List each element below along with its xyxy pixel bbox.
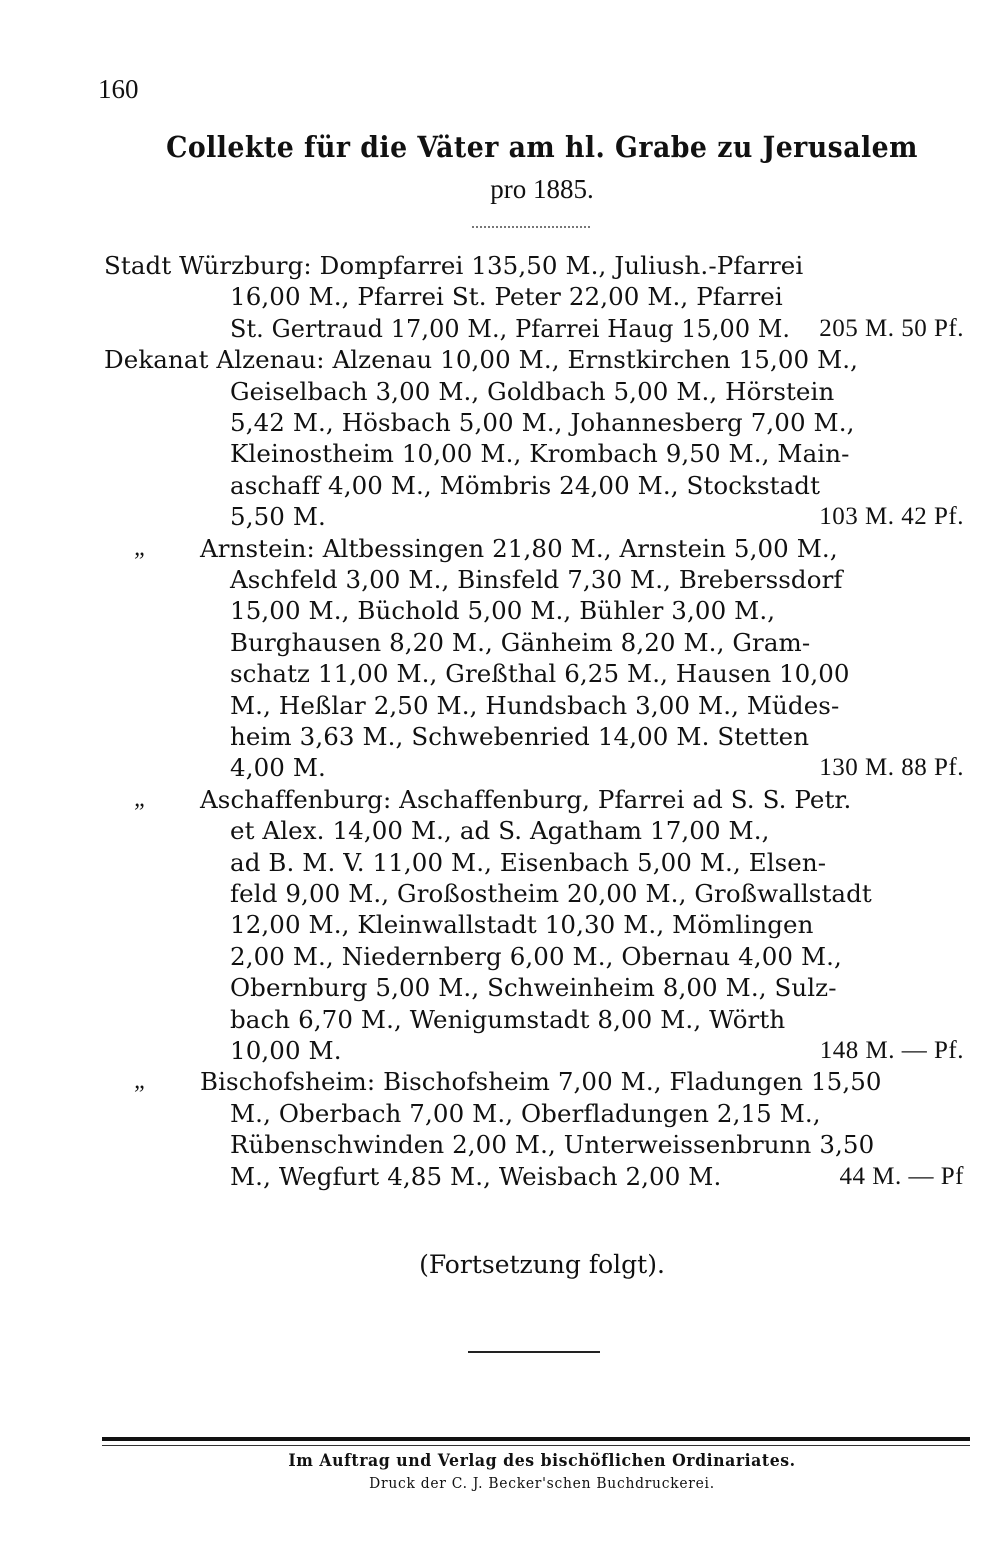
entry-text-line: Kleinostheim 10,00 M., Krombach 9,50 M., Main-	[230, 439, 850, 469]
entry-text-line: 12,00 M., Kleinwallstadt 10,30 M., Mömlingen	[230, 910, 814, 940]
entry-text-line: M., Heßlar 2,50 M., Hundsbach 3,00 M., Müdes-	[230, 690, 840, 720]
entry-total: 130 M. 88 Pf.	[819, 754, 964, 782]
footer-rule-thick	[102, 1437, 970, 1441]
continuation-note: (Fortsetzung folgt).	[419, 1250, 665, 1279]
page-subtitle: pro 1885.	[490, 174, 594, 204]
entry-text-line: 5,42 M., Hösbach 5,00 M., Johannesberg 7,00 M.,	[230, 408, 855, 437]
entry-text-line: feld 9,00 M., Großostheim 20,00 M., Großwallstadt	[230, 879, 872, 908]
entry-total: 44 M. — Pf	[839, 1162, 964, 1190]
entry-text-line: Dekanat Alzenau: Alzenau 10,00 M., Ernstkirchen 15,00 M.,	[104, 345, 859, 375]
entry-text-line: 4,00 M.	[230, 753, 326, 783]
footer-rule-thin	[102, 1445, 970, 1446]
entry-text-line: heim 3,63 M., Schwebenried 14,00 M. Stetten	[230, 722, 810, 751]
publisher-note: Im Auftrag und Verlag des bischöflichen Ordinariates.	[288, 1451, 796, 1471]
page-title: Collekte für die Väter am hl. Grabe zu Jerusalem	[166, 130, 918, 164]
entry-text-line: Geiselbach 3,00 M., Goldbach 5,00 M., Hörstein	[230, 376, 835, 406]
ditto-mark: „	[134, 1068, 148, 1095]
entry-total: 205 M. 50 Pf.	[819, 314, 964, 342]
entry-text-line: 5,50 M.	[230, 502, 326, 532]
page-number: 160	[98, 74, 139, 104]
entry-text-line: Obernburg 5,00 M., Schweinheim 8,00 M., Sulz-	[230, 973, 837, 1003]
entry-text-line: St. Gertraud 17,00 M., Pfarrei Haug 15,00 M.	[230, 313, 791, 343]
entry-text-line: M., Wegfurt 4,85 M., Weisbach 2,00 M.	[230, 1161, 722, 1191]
entry-total: 148 M. — Pf.	[819, 1037, 964, 1064]
entry-text-line: Bischofsheim: Bischofsheim 7,00 M., Fladungen 15,50	[200, 1067, 882, 1097]
decorative-divider	[472, 226, 590, 228]
entry-text-line: Aschaffenburg: Aschaffenburg, Pfarrei ad S. S. Petr.	[200, 784, 852, 814]
section-divider	[468, 1351, 600, 1353]
entry-text-line: Rübenschwinden 2,00 M., Unterweissenbrunn 3,50	[230, 1130, 875, 1160]
entry-text-line: M., Oberbach 7,00 M., Oberfladungen 2,15 M.,	[230, 1098, 821, 1128]
entry-text-line: schatz 11,00 M., Greßthal 6,25 M., Hausen 10,00	[230, 659, 850, 689]
entry-text-line: 2,00 M., Niedernberg 6,00 M., Obernau 4,00 M.,	[230, 941, 842, 971]
entry-text-line: Arnstein: Altbessingen 21,80 M., Arnstein 5,00 M.,	[200, 533, 838, 563]
entry-text-line: Aschfeld 3,00 M., Binsfeld 7,30 M., Breberssdorf	[230, 565, 843, 594]
entry-total: 103 M. 42 Pf.	[819, 503, 964, 531]
entry-text-line: Stadt Würzburg: Dompfarrei 135,50 M., Juliush.-Pfarrei	[104, 251, 804, 280]
entry-text-line: bach 6,70 M., Wenigumstadt 8,00 M., Wörth	[230, 1004, 786, 1034]
printer-note: Druck der C. J. Becker'schen Buchdruckerei.	[369, 1474, 715, 1492]
entry-text-line: 10,00 M.	[230, 1036, 342, 1065]
entry-text-line: Burghausen 8,20 M., Gänheim 8,20 M., Gram-	[230, 627, 811, 657]
entry-text-line: aschaff 4,00 M., Mömbris 24,00 M., Stockstadt	[230, 470, 821, 500]
entry-text-line: et Alex. 14,00 M., ad S. Agatham 17,00 M.,	[230, 816, 770, 846]
ditto-mark: „	[134, 534, 148, 561]
entry-text-line: 16,00 M., Pfarrei St. Peter 22,00 M., Pfarrei	[230, 282, 783, 312]
entry-text-line: ad B. M. V. 11,00 M., Eisenbach 5,00 M., Elsen-	[230, 847, 827, 877]
entry-text-line: 15,00 M., Büchold 5,00 M., Bühler 3,00 M.,	[230, 596, 776, 626]
ditto-mark: „	[134, 785, 148, 812]
